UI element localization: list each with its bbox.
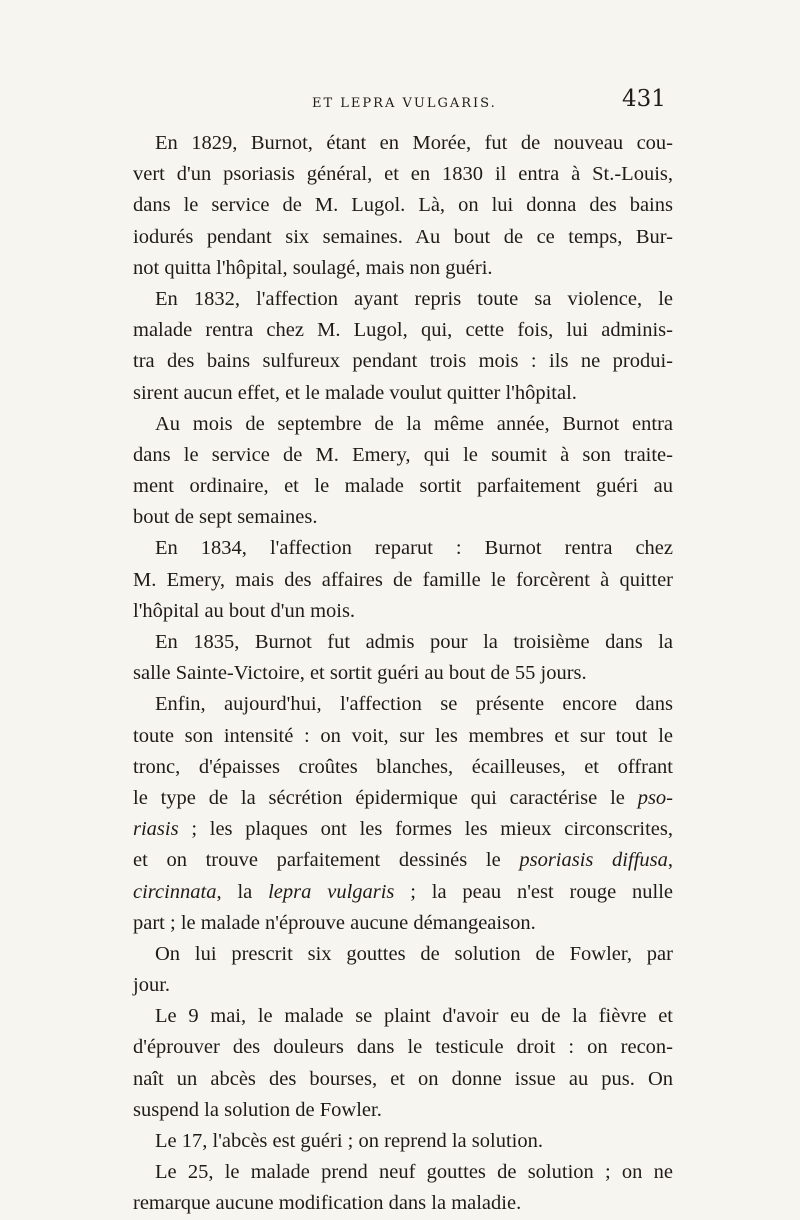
text-line: En 1832, l'affection ayant repris toute sa violence, le <box>155 287 673 310</box>
text-line: On lui prescrit six gouttes de solution de Fowler, par <box>155 942 673 965</box>
text-line: Au mois de septembre de la même année, Burnot entra <box>155 412 673 435</box>
text-line: En 1835, Burnot fut admis pour la troisième dans la <box>155 631 673 653</box>
italic-term: lepra vulgaris <box>268 880 395 903</box>
text-line: toute son intensité : on voit, sur les membres et sur tout le <box>133 724 673 747</box>
text-line: En 1829, Burnot, étant en Morée, fut de nouveau cou- <box>155 132 673 154</box>
text-line: jour. <box>133 974 171 997</box>
text-line: part ; le malade n'éprouve aucune démangeaison. <box>133 911 536 934</box>
text-segment: et on trouve parfaitement dessinés le <box>133 849 520 872</box>
text-line: ment ordinaire, et le malade sortit parfaitement guéri au <box>133 475 673 498</box>
text-line: vert d'un psoriasis général, et en 1830 il entra à St.-Louis, <box>133 163 673 186</box>
text-line: En 1834, l'affection reparut : Burnot rentra chez <box>155 537 673 560</box>
italic-term: circinnata <box>133 880 217 903</box>
text-line: naît un abcès des bourses, et on donne issue au pus. On <box>133 1067 673 1090</box>
text-line: dans le service de M. Lugol. Là, on lui donna des bains <box>133 194 673 217</box>
body-text <box>133 128 673 1220</box>
text-line: tronc, d'épaisses croûtes blanches, écailleuses, et offrant <box>133 755 673 778</box>
text-line: salle Sainte-Victoire, et sortit guéri au bout de 55 jours. <box>133 662 587 685</box>
text-segment: ; les plaques ont les formes les mieux circonscrites, <box>178 818 673 841</box>
text-line: Le 25, le malade prend neuf gouttes de solution ; on ne <box>155 1161 673 1184</box>
text-line: Enfin, aujourd'hui, l'affection se présente encore dans <box>155 693 673 716</box>
text-line: bout de sept semaines. <box>133 506 318 529</box>
text-line: remarque aucune modification dans la maladie. <box>133 1192 522 1215</box>
italic-term: pso- <box>637 786 673 809</box>
text-segment: , la <box>216 880 269 903</box>
text-line: M. Emery, mais des affaires de famille le forcèrent à quitter <box>133 568 673 591</box>
page-number: 431 <box>622 86 666 112</box>
text-line: l'hôpital au bout d'un mois. <box>133 599 356 622</box>
text-line: dans le service de M. Emery, qui le soumit à son traite- <box>133 443 673 466</box>
text-segment: le type de la sécrétion épidermique qui caractérise le <box>133 786 638 809</box>
text-line: malade rentra chez M. Lugol, qui, cette fois, lui adminis- <box>133 319 673 342</box>
running-head: ET LEPRA VULGARIS. <box>312 96 497 111</box>
text-line: tra des bains sulfureux pendant trois mois : ils ne produi- <box>133 350 673 373</box>
text-line: iodurés pendant six semaines. Au bout de ce temps, Bur- <box>133 225 673 248</box>
text-line: not quitta l'hôpital, soulagé, mais non guéri. <box>133 256 493 279</box>
text-line <box>133 877 673 908</box>
text-line <box>133 845 673 876</box>
text-line: sirent aucun effet, et le malade voulut quitter l'hôpital. <box>133 381 577 404</box>
text-segment: ; la peau n'est rouge nulle <box>394 880 674 903</box>
text-line <box>133 814 673 845</box>
text-line <box>133 783 673 814</box>
text-line: suspend la solution de Fowler. <box>133 1098 382 1121</box>
italic-term: riasis <box>133 818 179 841</box>
text-line: Le 17, l'abcès est guéri ; on reprend la solution. <box>155 1130 543 1152</box>
text-line: Le 9 mai, le malade se plaint d'avoir eu de la fièvre et <box>155 1005 673 1028</box>
text-segment: , <box>667 849 673 872</box>
italic-term: psoriasis diffusa <box>519 849 668 872</box>
text-line: d'éprouver des douleurs dans le testicule droit : on recon- <box>133 1036 673 1059</box>
